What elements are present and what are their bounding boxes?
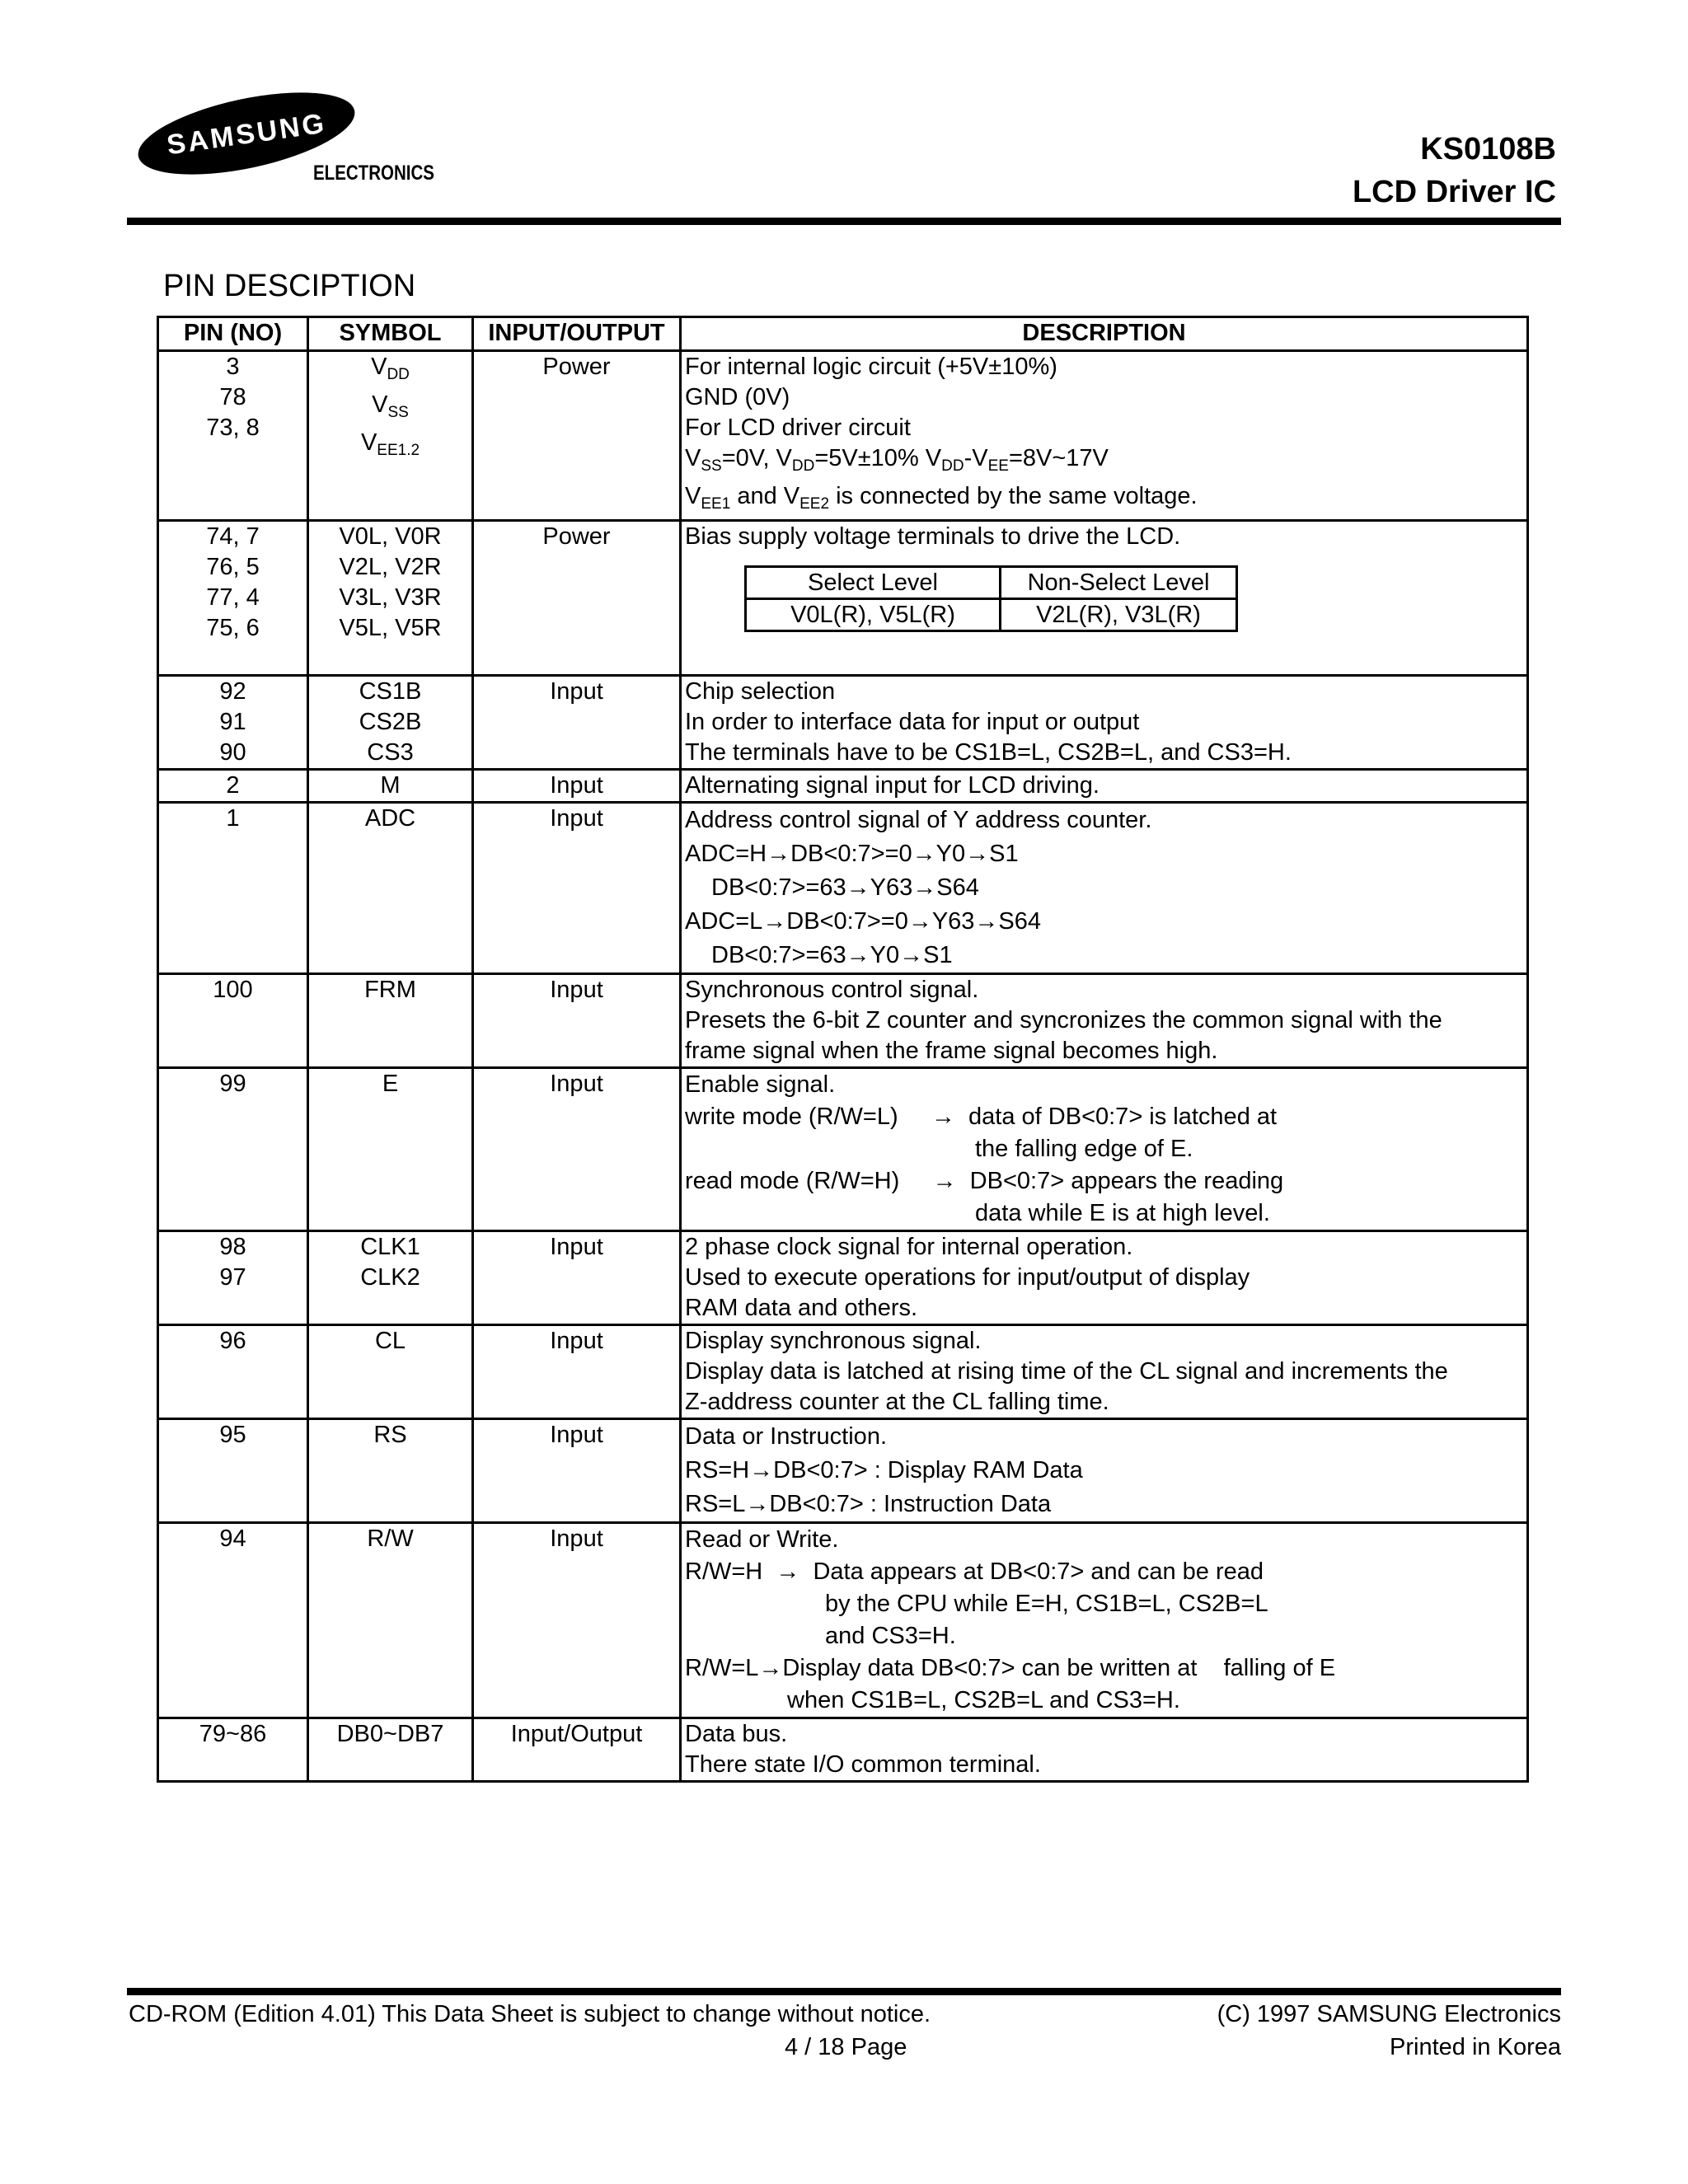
symbol-cell: CS1B CS2B CS3 <box>308 676 473 770</box>
brand-subtitle: ELECTRONICS <box>313 162 434 185</box>
document-subtitle: LCD Driver IC <box>1352 175 1556 209</box>
pin-cell: 99 <box>158 1068 308 1231</box>
description-cell: 2 phase clock signal for internal operation. Used to execute operations for input/output of display RAM data and others. <box>681 1231 1528 1325</box>
io-cell: Input/Output <box>473 1718 681 1782</box>
symbol-cell: CL <box>308 1325 473 1419</box>
symbol-cell: FRM <box>308 974 473 1068</box>
description-cell: Display synchronous signal. Display data is latched at rising time of the CL signal and increments the Z-address counter at the CL falling time. <box>681 1325 1528 1419</box>
table-row <box>158 974 1528 1068</box>
io-cell: Input <box>473 803 681 974</box>
symbol-cell: ADC <box>308 803 473 974</box>
symbol-cell: V0L, V0R V2L, V2R V3L, V3R V5L, V5R <box>308 521 473 676</box>
header-rule <box>127 218 1561 225</box>
description-cell: Chip selection In order to interface data for input or output The terminals have to be CS1B=L, CS2B=L, and CS3=H. <box>681 676 1528 770</box>
description-cell: Read or Write. R/W=H → Data appears at DB<0:7> and can be read by the CPU while E=H, CS1B=L, CS2B=L and CS3=H. R/W=L→Display data DB<0:7> can be written at falling of E when CS1B=L, CS2B=L and CS3=H. <box>681 1523 1528 1718</box>
section-title: PIN DESCIPTION <box>163 269 416 303</box>
header-pin: PIN (NO) <box>158 317 308 351</box>
symbol-cell: R/W <box>308 1523 473 1718</box>
description-cell: For internal logic circuit (+5V±10%) GND (0V) For LCD driver circuit $V_{SS}=0V$, $V_{DD}=5V\pm 10\%$ $V_{DD}-V_{EE}=8V\sim 17V$ $V_{EE1}$ and $V_{EE2}$ is connected by the same voltage. <box>681 351 1528 521</box>
footer-copyright: (C) 1997 SAMSUNG Electronics <box>1217 2001 1561 2027</box>
pin-cell: 1 <box>158 803 308 974</box>
footer-rule <box>127 1988 1561 1995</box>
pin-cell: 98 97 <box>158 1231 308 1325</box>
description-cell: Data or Instruction. RS=H→DB<0:7> : Display RAM Data RS=L→DB<0:7> : Instruction Data <box>681 1419 1528 1523</box>
pin-cell: 79~86 <box>158 1718 308 1782</box>
io-cell: Input <box>473 676 681 770</box>
description-cell: Address control signal of Y address counter. ADC=H→DB<0:7>=0→Y0→S1 DB<0:7>=63→Y63→S64 ADC=L→DB<0:7>=0→Y63→S64 DB<0:7>=63→Y0→S1 <box>681 803 1528 974</box>
pin-cell: 100 <box>158 974 308 1068</box>
symbol-cell: $V_{DD}$ $V_{SS}$ $V_{EE1.2}$ <box>308 351 473 521</box>
footer-notice: CD-ROM (Edition 4.01) This Data Sheet is subject to change without notice. <box>129 2001 931 2027</box>
symbol-cell: RS <box>308 1419 473 1523</box>
pin-description-table <box>157 316 1529 1783</box>
description-cell: Synchronous control signal. Presets the 6-bit Z counter and syncronizes the common signal with the frame signal when the frame signal becomes high. <box>681 974 1528 1068</box>
description-cell: Bias supply voltage terminals to drive the LCD. Select Level Non-Select Level V0L(R), V5L(R) V2L(R), V3L(R) <box>681 521 1528 676</box>
table-row <box>158 1523 1528 1718</box>
table-row <box>158 1419 1528 1523</box>
symbol-cell: M <box>308 770 473 803</box>
model-number: KS0108B <box>1420 132 1556 166</box>
io-cell: Input <box>473 974 681 1068</box>
footer-printed: Printed in Korea <box>1390 2034 1561 2060</box>
table-row <box>158 351 1528 521</box>
io-cell: Input <box>473 1523 681 1718</box>
table-row <box>158 803 1528 974</box>
header-io: INPUT/OUTPUT <box>473 317 681 351</box>
io-cell: Input <box>473 1068 681 1231</box>
level-table <box>744 565 1238 632</box>
table-row <box>158 1325 1528 1419</box>
table-row <box>158 1231 1528 1325</box>
io-cell: Input <box>473 1325 681 1419</box>
symbol-cell: DB0~DB7 <box>308 1718 473 1782</box>
table-row <box>158 521 1528 676</box>
header-description: DESCRIPTION <box>681 317 1528 351</box>
pin-cell: 2 <box>158 770 308 803</box>
level-header-select: Select Level <box>746 567 1001 599</box>
description-cell: Enable signal. write mode (R/W=L) → data of DB<0:7> is latched at the falling edge of E. read mode (R/W=H) → DB<0:7> appears the reading data while E is at high level. <box>681 1068 1528 1231</box>
pin-cell: 96 <box>158 1325 308 1419</box>
pin-cell: 74, 7 76, 5 77, 4 75, 6 <box>158 521 308 676</box>
table-row <box>158 770 1528 803</box>
table-header-row <box>158 317 1528 351</box>
io-cell: Power <box>473 351 681 521</box>
page-number: 4 / 18 Page <box>785 2034 907 2060</box>
io-cell: Input <box>473 1419 681 1523</box>
io-cell: Power <box>473 521 681 676</box>
symbol-cell: CLK1 CLK2 <box>308 1231 473 1325</box>
io-cell: Input <box>473 1231 681 1325</box>
brand-wordmark: SAMSUNG <box>165 107 329 162</box>
level-header-nonselect: Non-Select Level <box>1001 567 1237 599</box>
pin-cell: 92 91 90 <box>158 676 308 770</box>
level-value-select: V0L(R), V5L(R) <box>746 599 1001 631</box>
table-row <box>158 1068 1528 1231</box>
pin-cell: 3 78 73, 8 <box>158 351 308 521</box>
table-row <box>158 676 1528 770</box>
header-symbol: SYMBOL <box>308 317 473 351</box>
io-cell: Input <box>473 770 681 803</box>
pin-cell: 94 <box>158 1523 308 1718</box>
description-cell: Data bus. There state I/O common terminal. <box>681 1718 1528 1782</box>
table-row <box>158 1718 1528 1782</box>
pin-cell: 95 <box>158 1419 308 1523</box>
level-value-nonselect: V2L(R), V3L(R) <box>1001 599 1237 631</box>
symbol-cell: E <box>308 1068 473 1231</box>
description-cell: Alternating signal input for LCD driving. <box>681 770 1528 803</box>
